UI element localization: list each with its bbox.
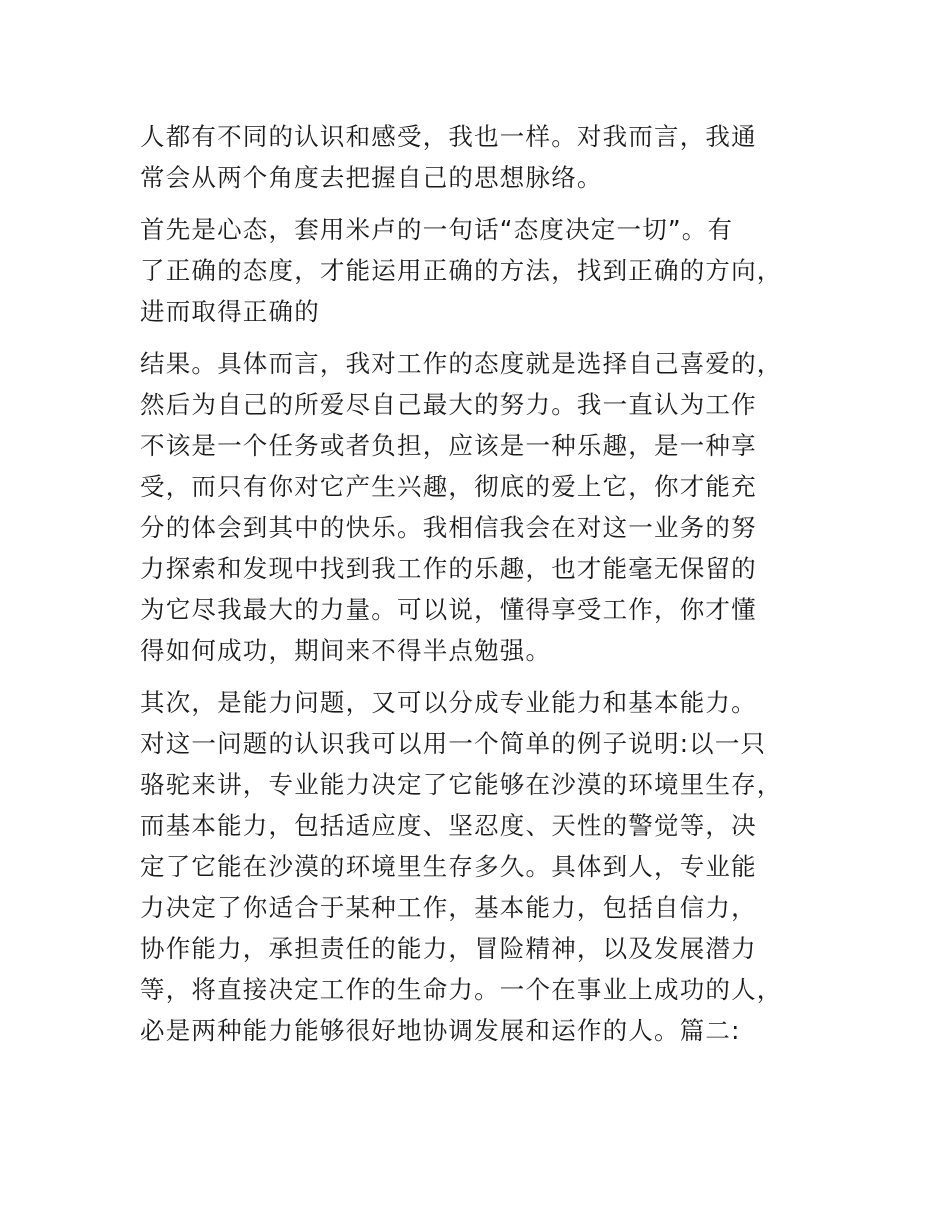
text-line: 得如何成功，期间来不得半点勉强。 — [140, 636, 552, 665]
text-line: 常会从两个角度去把握自己的思想脉络。 — [140, 163, 603, 192]
paragraph-1 — [140, 116, 820, 198]
text-line: 了正确的态度，才能运用正确的方法，找到正确的方向， — [140, 256, 783, 285]
document-page — [140, 116, 820, 1051]
text-line: 其次，是能力问题，又可以分成专业能力和基本能力。 — [140, 688, 757, 717]
text-line: 结果。具体而言，我对工作的态度就是选择自己喜爱的， — [140, 349, 783, 378]
paragraph-3 — [140, 343, 820, 671]
text-line: 骆驼来讲，专业能力决定了它能够在沙漠的环境里生存， — [140, 770, 783, 799]
text-line: 为它尽我最大的力量。可以说，懂得享受工作，你才懂 — [140, 595, 757, 624]
text-line: 进而取得正确的 — [140, 297, 320, 326]
text-line: 受，而只有你对它产生兴趣，彻底的爱上它，你才能充 — [140, 472, 757, 501]
text-line: 不该是一个任务或者负担，应该是一种乐趣，是一种享 — [140, 431, 757, 460]
text-line: 而基本能力，包括适应度、坚忍度、天性的警觉等，决 — [140, 811, 757, 840]
text-line: 定了它能在沙漠的环境里生存多久。具体到人，专业能 — [140, 852, 757, 881]
text-line: 对这一问题的认识我可以用一个简单的例子说明:以一只 — [140, 729, 767, 758]
text-line: 协作能力，承担责任的能力，冒险精神，以及发展潜力 — [140, 934, 757, 963]
text-line: 必是两种能力能够很好地协调发展和运作的人。篇二: — [140, 1016, 741, 1045]
text-line: 人都有不同的认识和感受，我也一样。对我而言，我通 — [140, 122, 757, 151]
paragraph-2 — [140, 209, 820, 332]
text-line: 分的体会到其中的快乐。我相信我会在对这一业务的努 — [140, 513, 757, 542]
text-line: 力探索和发现中找到我工作的乐趣，也才能毫无保留的 — [140, 554, 757, 583]
text-line: 力决定了你适合于某种工作，基本能力，包括自信力， — [140, 893, 757, 922]
text-line: 然后为自己的所爱尽自己最大的努力。我一直认为工作 — [140, 390, 757, 419]
paragraph-4 — [140, 682, 820, 1051]
text-line: 首先是心态，套用米卢的一句话“态度决定一切”。有 — [140, 215, 734, 244]
text-line: 等，将直接决定工作的生命力。一个在事业上成功的人， — [140, 975, 783, 1004]
